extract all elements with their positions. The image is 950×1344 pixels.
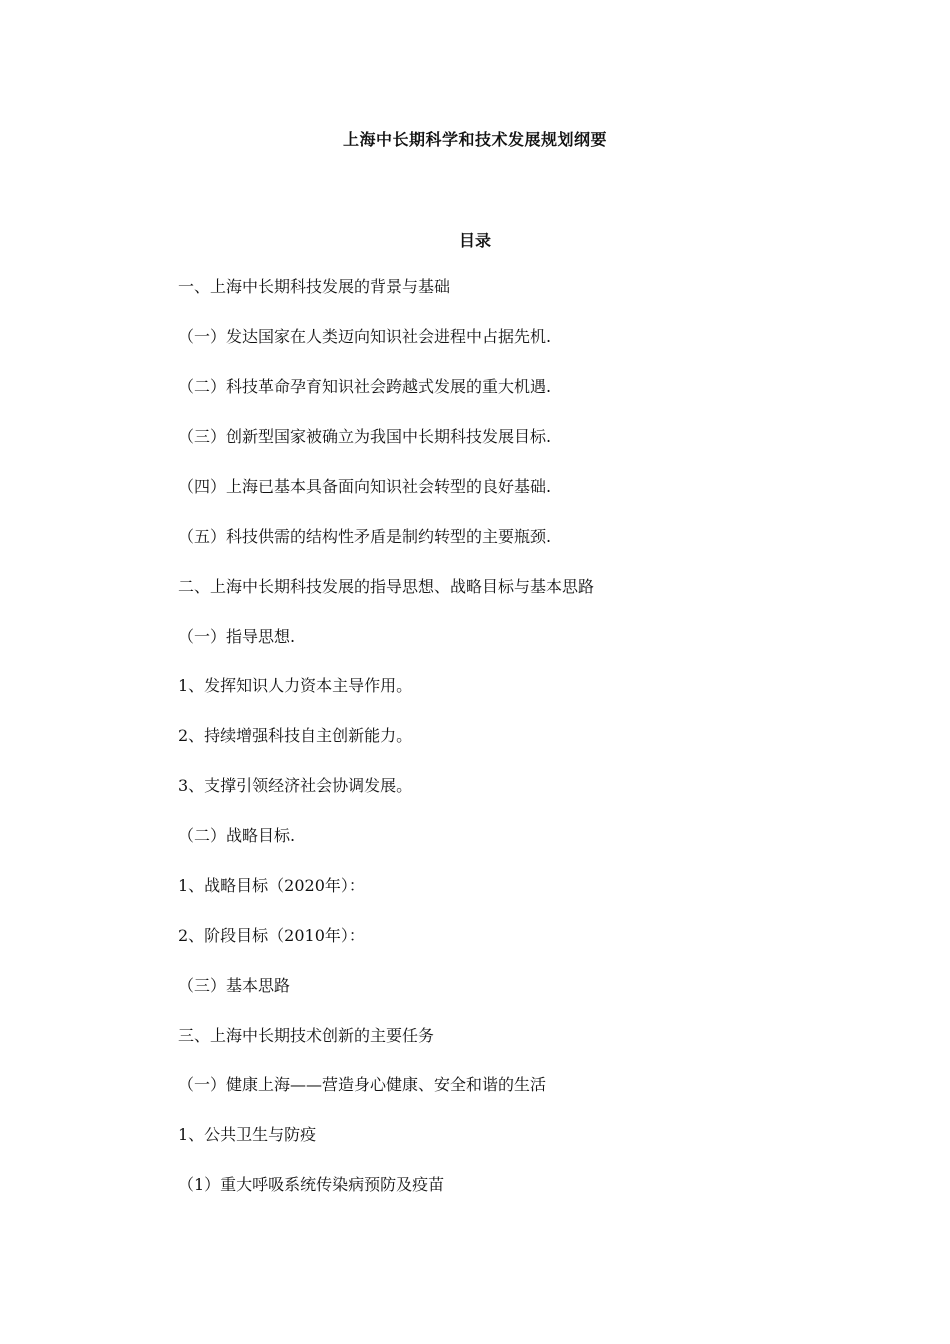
toc-item-3-1-1-1: （1）重大呼吸系统传染病预防及疫苗	[178, 1175, 445, 1194]
toc-item-section-3: 三、上海中长期技术创新的主要任务	[178, 1026, 435, 1045]
toc-item-2-1-2: 2、持续增强科技自主创新能力。	[178, 726, 413, 745]
toc-item-3-1: （一）健康上海——营造身心健康、安全和谐的生活	[178, 1075, 547, 1094]
toc-item-2-1: （一）指导思想.	[178, 627, 296, 646]
document-title: 上海中长期科学和技术发展规划纲要	[342, 130, 607, 149]
toc-item-section-1: 一、上海中长期科技发展的背景与基础	[178, 277, 451, 296]
toc-item-3-1-1: 1、公共卫生与防疫	[178, 1125, 317, 1144]
toc-item-section-2: 二、上海中长期科技发展的指导思想、战略目标与基本思路	[178, 577, 595, 596]
toc-item-1-1: （一）发达国家在人类迈向知识社会进程中占据先机.	[178, 327, 552, 346]
toc-item-1-4: （四）上海已基本具备面向知识社会转型的良好基础.	[178, 477, 552, 496]
toc-item-2-1-1: 1、发挥知识人力资本主导作用。	[178, 676, 413, 695]
toc-item-1-3: （三）创新型国家被确立为我国中长期科技发展目标.	[178, 427, 552, 446]
toc-heading: 目录	[458, 231, 491, 250]
toc-item-1-2: （二）科技革命孕育知识社会跨越式发展的重大机遇.	[178, 377, 552, 396]
toc-item-2-2-2: 2、阶段目标（2010年）：	[178, 926, 365, 945]
toc-item-2-2-1: 1、战略目标（2020年）：	[178, 876, 365, 895]
toc-item-1-5: （五）科技供需的结构性矛盾是制约转型的主要瓶颈.	[178, 527, 552, 546]
toc-item-2-3: （三）基本思路	[178, 976, 291, 995]
toc-item-2-2: （二）战略目标.	[178, 826, 296, 845]
toc-item-2-1-3: 3、支撑引领经济社会协调发展。	[178, 776, 413, 795]
